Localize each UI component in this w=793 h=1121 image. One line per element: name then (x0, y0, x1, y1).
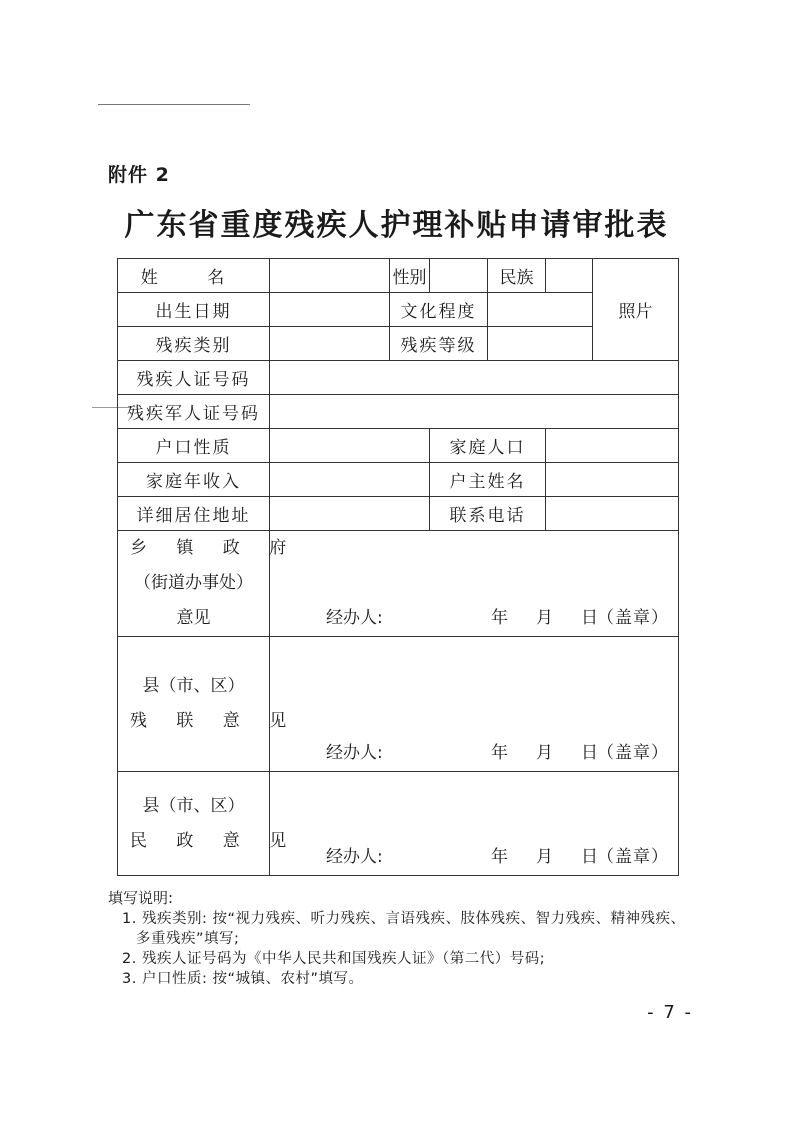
form-row-address (118, 497, 679, 531)
town-opinion-line3: 意见 (176, 608, 211, 628)
county-opinion-line1: 县（市、区） (142, 676, 245, 696)
day-label: 日 (581, 743, 598, 763)
form-row-military-cert (118, 395, 679, 429)
military-cert-field[interactable] (270, 395, 679, 429)
birth-date-label: 出生日期 (118, 293, 270, 327)
handler-label: 经办人: (326, 608, 383, 628)
form-row-household (118, 429, 679, 463)
civil-opinion-line1: 县（市、区） (142, 795, 245, 816)
education-label: 文化程度 (390, 293, 488, 327)
form-row-civil-opinion (118, 772, 679, 876)
photo-label: 照片 (618, 302, 653, 322)
name-label: 姓 名 (118, 259, 270, 293)
month-label: 月 (536, 847, 553, 867)
day-label: 日 (581, 608, 598, 628)
phone-field[interactable] (546, 497, 679, 531)
disability-type-field[interactable] (270, 327, 390, 361)
scan-artifact-line (98, 104, 250, 105)
form-title: 广东省重度残疾人护理补贴申请审批表 (124, 208, 669, 243)
form-row-county-opinion (118, 637, 679, 772)
instruction-item: 3. 户口性质: 按“城镇、农村”填写。 (122, 971, 364, 987)
military-cert-label: 残疾军人证号码 (118, 395, 270, 429)
phone-label: 联系电话 (430, 497, 546, 531)
town-opinion-label (118, 531, 299, 637)
seal-label: （盖章） (597, 608, 669, 628)
handler-label: 经办人: (326, 743, 383, 763)
ethnicity-field[interactable] (546, 259, 593, 293)
disability-cert-field[interactable] (270, 361, 679, 395)
handler-label: 经办人: (326, 847, 383, 867)
civil-opinion-label (118, 772, 299, 876)
attachment-label: 附件 2 (108, 164, 170, 186)
disability-grade-label: 残疾等级 (390, 327, 488, 361)
town-opinion-line1: 乡 镇 政 府 (130, 538, 299, 558)
head-of-household-field[interactable] (546, 463, 679, 497)
instructions-heading: 填写说明: (108, 889, 174, 907)
form-row-income (118, 463, 679, 497)
county-opinion-field[interactable] (270, 637, 679, 772)
town-opinion-line2: （街道办事处） (134, 573, 253, 593)
civil-opinion-line2: 民 政 意 见 (130, 830, 299, 851)
day-label: 日 (581, 847, 598, 867)
instruction-item: 2. 残疾人证号码为《中华人民共和国残疾人证》（第二代）号码; (122, 951, 546, 967)
month-label: 月 (536, 743, 553, 763)
county-opinion-line2: 残 联 意 见 (130, 711, 299, 731)
name-field[interactable] (270, 259, 390, 293)
filling-instructions (108, 888, 698, 989)
month-label: 月 (536, 608, 553, 628)
form-row-disability-cert (118, 361, 679, 395)
disability-grade-field[interactable] (488, 327, 593, 361)
year-label: 年 (491, 743, 508, 763)
education-field[interactable] (488, 293, 593, 327)
birth-date-field[interactable] (270, 293, 390, 327)
household-type-field[interactable] (270, 429, 430, 463)
gender-label: 性别 (390, 259, 430, 293)
head-of-household-label: 户主姓名 (430, 463, 546, 497)
town-opinion-field[interactable] (270, 531, 679, 637)
year-label: 年 (491, 847, 508, 867)
address-field[interactable] (270, 497, 430, 531)
annual-income-label: 家庭年收入 (118, 463, 270, 497)
disability-type-label: 残疾类别 (118, 327, 270, 361)
form-row-name (118, 259, 679, 293)
household-type-label: 户口性质 (118, 429, 270, 463)
form-row-town-opinion (118, 531, 679, 637)
page-number: - 7 - (647, 1002, 693, 1023)
county-opinion-label (118, 637, 299, 772)
seal-label: （盖章） (597, 847, 669, 867)
family-size-field[interactable] (546, 429, 679, 463)
gender-field[interactable] (430, 259, 488, 293)
year-label: 年 (491, 608, 508, 628)
address-label: 详细居住地址 (118, 497, 270, 531)
civil-opinion-field[interactable] (270, 772, 679, 876)
ethnicity-label: 民族 (488, 259, 546, 293)
annual-income-field[interactable] (270, 463, 430, 497)
disability-cert-label: 残疾人证号码 (118, 361, 270, 395)
instruction-item: 1. 残疾类别: 按“视力残疾、听力残疾、言语残疾、肢体残疾、智力残疾、精神残疾、多重残疾”填写; (122, 911, 686, 947)
family-size-label: 家庭人口 (430, 429, 546, 463)
seal-label: （盖章） (597, 743, 669, 763)
photo-cell[interactable] (593, 259, 679, 361)
application-form-table (117, 258, 679, 876)
